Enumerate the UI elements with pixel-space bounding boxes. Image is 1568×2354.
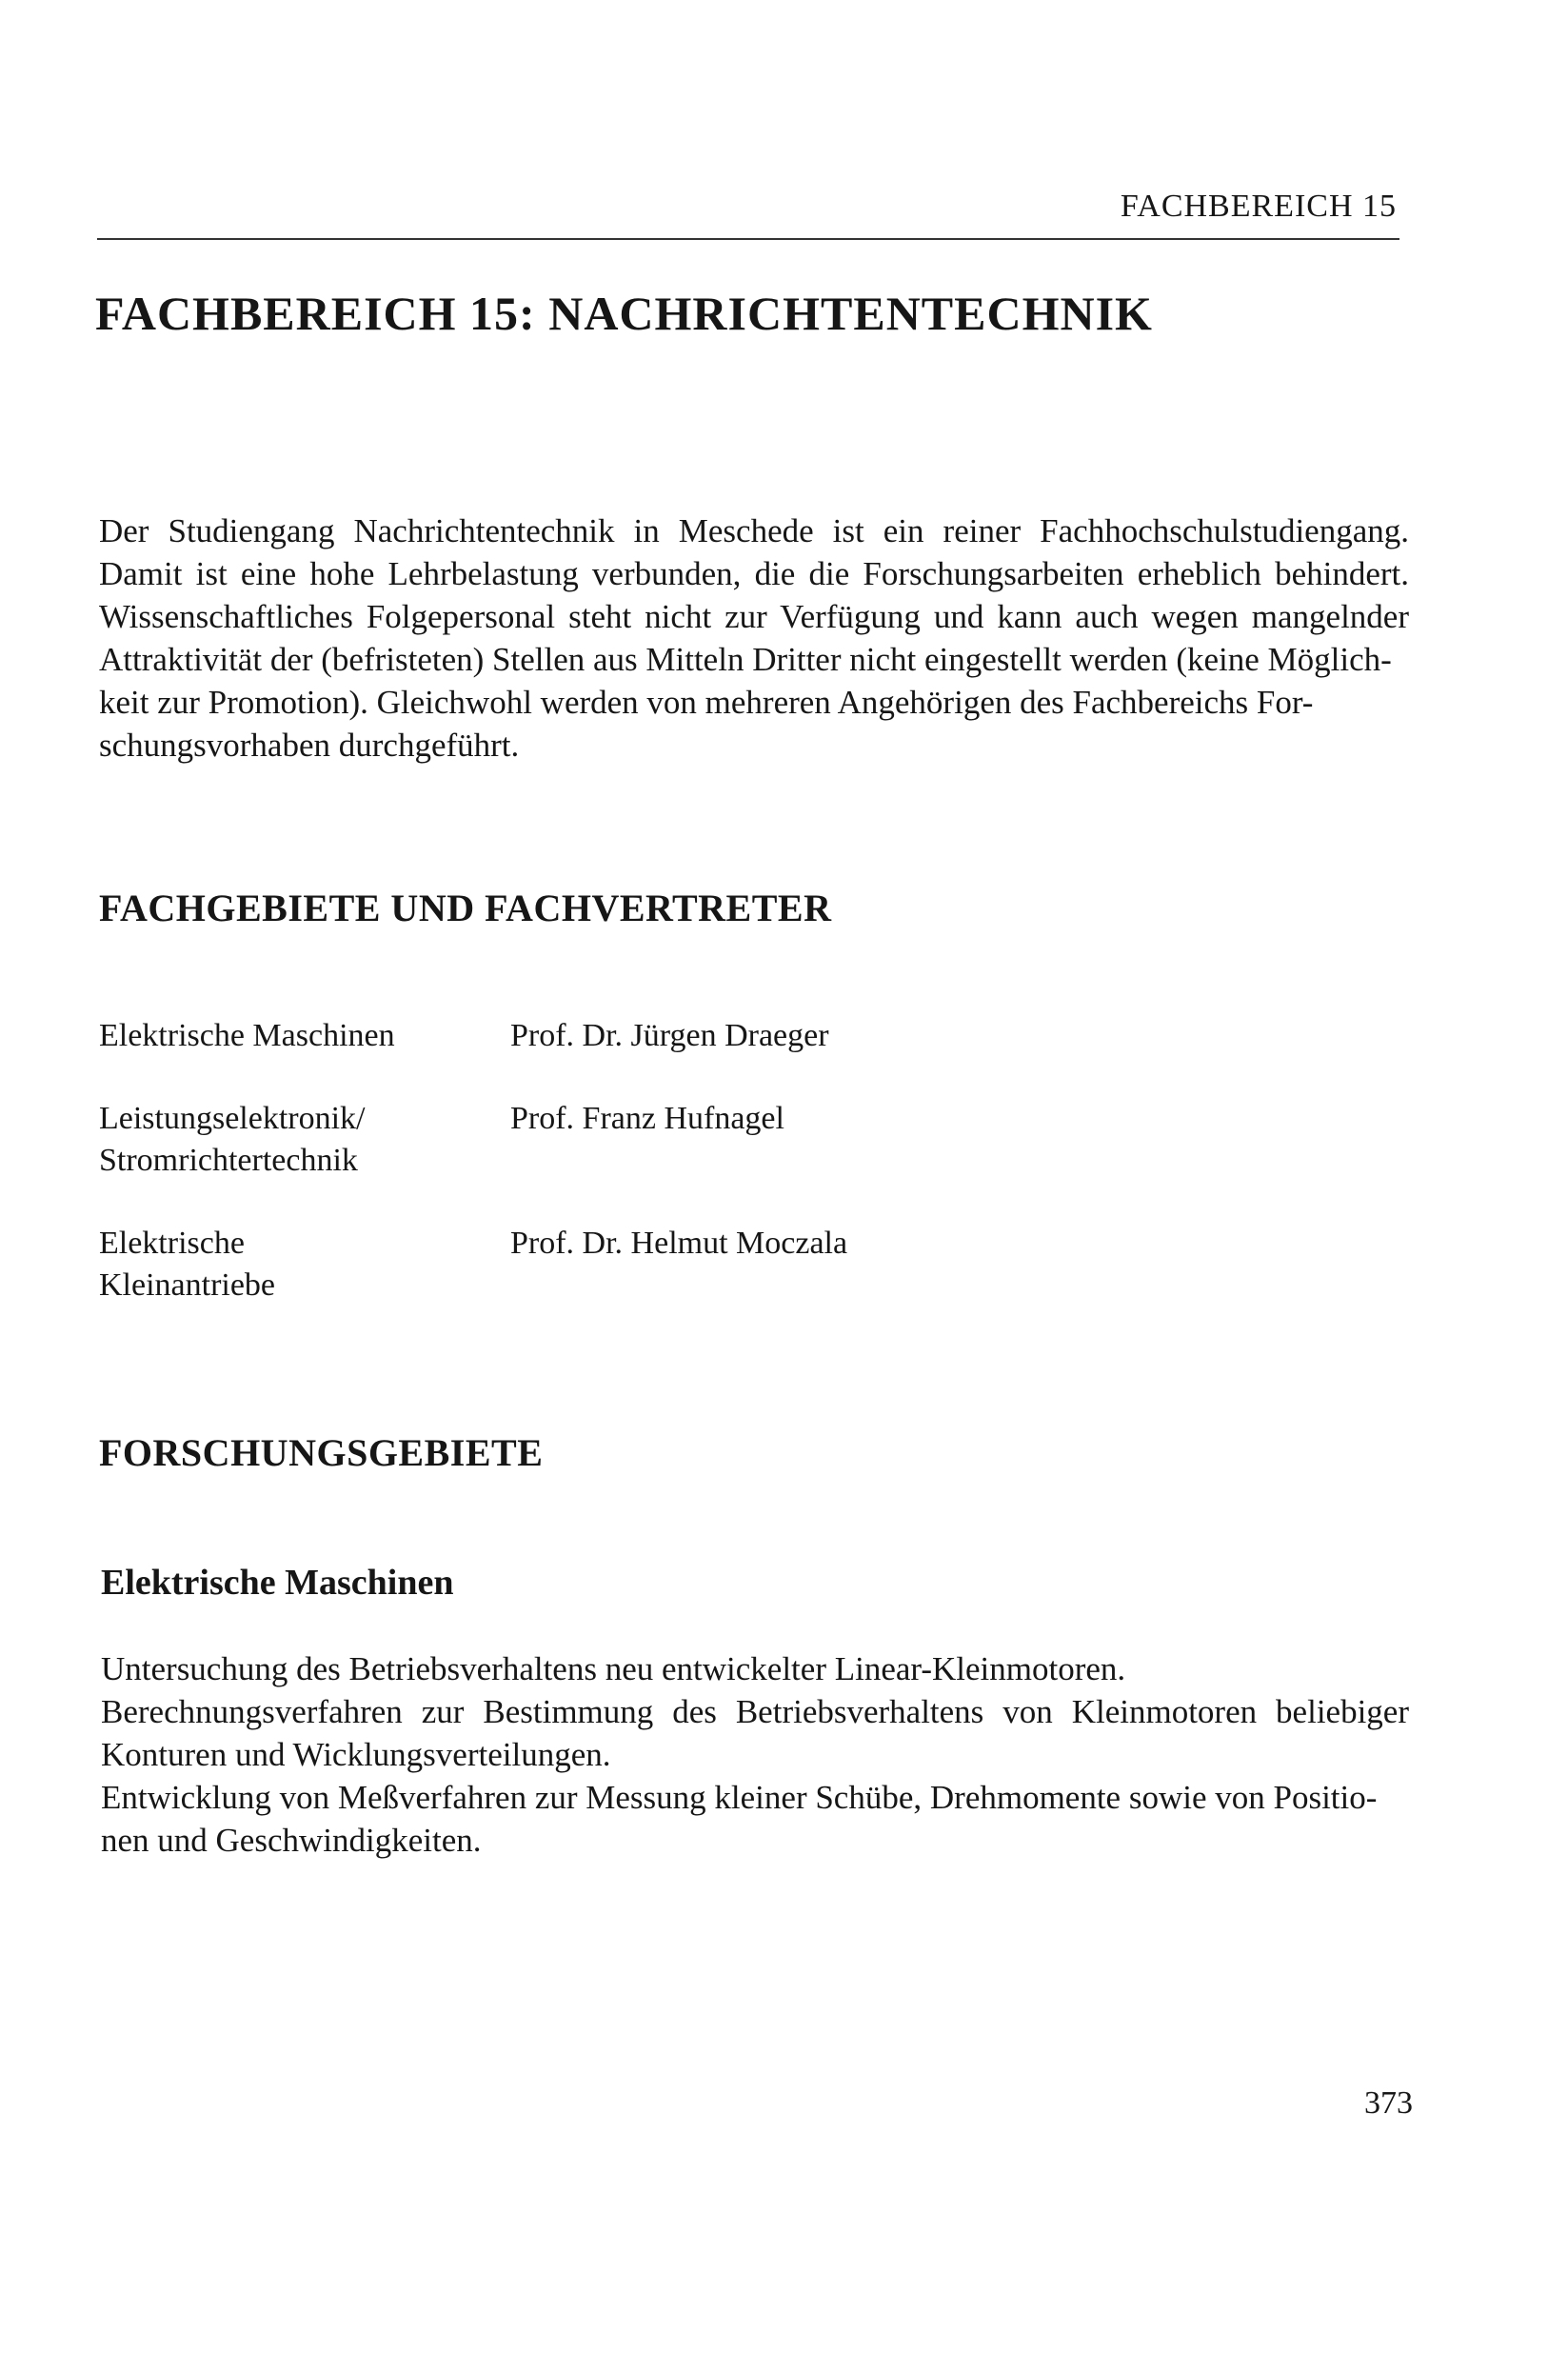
staff-person: Prof. Franz Hufnagel [510,1101,784,1136]
staff-person: Prof. Dr. Helmut Moczala [510,1226,848,1261]
staff-area: Elektrische Kleinantriebe [99,1226,276,1303]
staff-area: Elektrische Maschinen [99,1018,395,1053]
intro-paragraph: Der Studiengang Nachrichtentechnik in Meschede ist ein reiner Fachhochschulstudiengang. Damit ist eine hohe Lehrbelastung verbunden, die die Forschungsarbeiten erheblich behindert. Wissenschaftliches Folgepersonal steht nicht zur Verfügung und kann auch wegen mangelnder Attraktivität der (befristeten) Stellen aus Mitteln Dritter nicht eingestellt werden (keine Möglich- keit zur Promotion). Gleichwohl werden von mehreren Angehörigen des Fachbereichs For- schungsvorhaben durchgeführt. [99,512,1409,764]
running-header: FACHBEREICH 15 [1120,189,1397,224]
staff-area: Leistungselektronik/ Stromrichtertechnik [99,1101,366,1178]
research-subheading: Elektrische Maschinen [101,1563,454,1603]
chapter-title: FACHBEREICH 15: NACHRICHTENTECHNIK [95,287,1153,340]
header-rule [97,238,1399,240]
page-number: 373 [1364,2085,1413,2121]
research-text: Untersuchung des Betriebsverhaltens neu entwickelter Linear-Kleinmotoren. Berechnungsverfahren zur Bestimmung des Betriebsverhaltens von Kleinmotoren beliebiger Konturen und Wicklungsverteilungen. Entwicklung von Meßverfahren zur Messung kleiner Schübe, Drehmomente sowie von Positio- nen und Geschwindigkeiten. [101,1650,1409,1859]
forschung-heading: FORSCHUNGSGEBIETE [99,1431,544,1474]
fachgebiete-heading: FACHGEBIETE UND FACHVERTRETER [99,887,832,929]
staff-person: Prof. Dr. Jürgen Draeger [510,1018,829,1053]
